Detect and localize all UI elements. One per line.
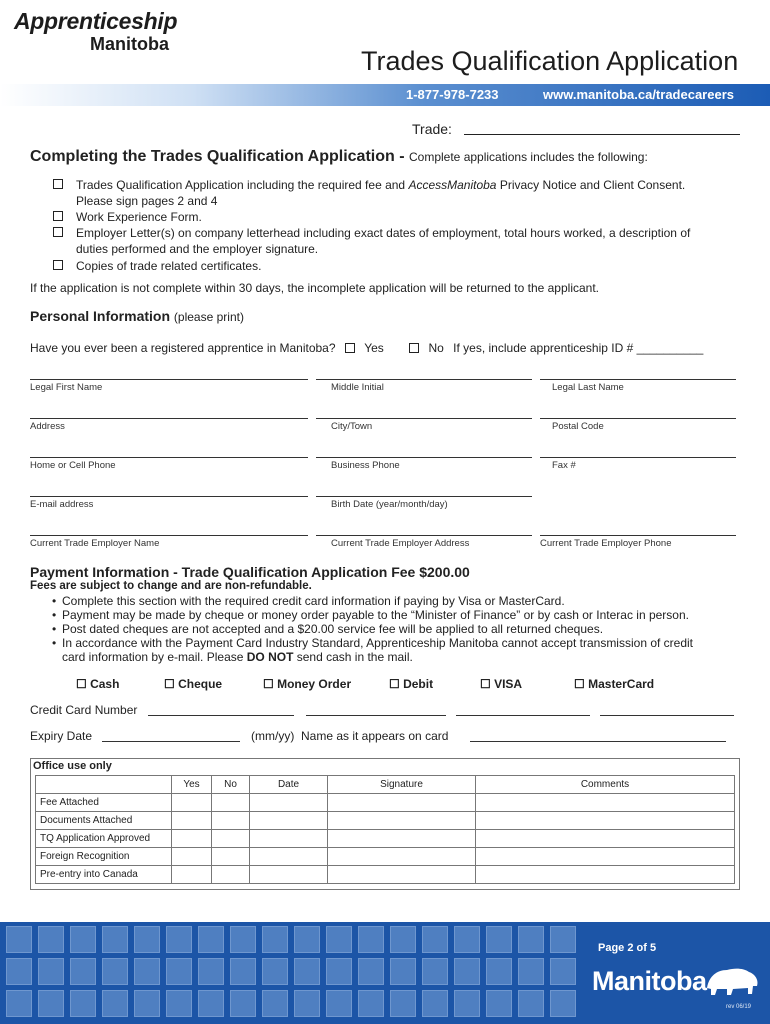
footer-tile: [326, 958, 352, 985]
office-table-header: [36, 776, 735, 794]
checklist-item-text: Privacy Notice and Client Consent.: [496, 178, 686, 192]
money-order-option[interactable]: [263, 677, 351, 691]
office-cell[interactable]: [250, 866, 328, 884]
office-cell[interactable]: [212, 812, 250, 830]
footer-tile: [198, 958, 224, 985]
footer-tile: [550, 958, 576, 985]
payment-bullet: • Post dated cheques are not accepted and a $20.00 service fee will be applied to all returned cheques.: [52, 622, 604, 636]
checkbox-icon[interactable]: ☐: [76, 677, 91, 691]
email-label: E-mail address: [30, 499, 94, 510]
office-cell[interactable]: [476, 794, 735, 812]
office-row-label: Pre-entry into Canada: [36, 866, 172, 884]
footer-tile: [422, 958, 448, 985]
footer-tile: [454, 926, 480, 953]
table-row: [36, 848, 735, 866]
payment-bullet-text: Payment may be made by cheque or money order payable to the “Minister of Finance” or by cash or Interac in person.: [62, 608, 689, 622]
checklist-item-4: [53, 258, 261, 274]
employer-phone-field[interactable]: [540, 535, 736, 536]
legal-last-name-label: Legal Last Name: [552, 382, 624, 393]
office-row-label: TQ Application Approved: [36, 830, 172, 848]
office-cell[interactable]: [328, 866, 476, 884]
office-cell[interactable]: [250, 848, 328, 866]
footer-tile: [550, 990, 576, 1017]
office-header-cell: Signature: [328, 776, 476, 794]
office-cell[interactable]: [476, 848, 735, 866]
apprenticeship-id-prompt: If yes, include apprenticeship ID # __________: [453, 341, 704, 355]
footer-tile: [102, 990, 128, 1017]
office-header-cell: Comments: [476, 776, 735, 794]
office-cell[interactable]: [212, 794, 250, 812]
checkbox-icon[interactable]: [53, 211, 63, 221]
footer-tile: [38, 958, 64, 985]
business-phone-label: Business Phone: [331, 460, 400, 471]
employer-name-label: Current Trade Employer Name: [30, 538, 160, 549]
yes-checkbox[interactable]: [345, 343, 355, 353]
employer-address-field[interactable]: [316, 535, 532, 536]
card-number-group-1[interactable]: [148, 715, 294, 716]
trade-label: Trade:: [412, 121, 452, 137]
personal-info-heading-text: Personal Information: [30, 308, 171, 324]
checkbox-icon[interactable]: [53, 227, 63, 237]
checkbox-icon[interactable]: ☐: [480, 677, 495, 691]
footer-tile: [518, 990, 544, 1017]
office-row-label: Fee Attached: [36, 794, 172, 812]
office-row-label: Documents Attached: [36, 812, 172, 830]
debit-option[interactable]: [389, 677, 433, 691]
footer-tile: [518, 958, 544, 985]
office-cell[interactable]: [476, 830, 735, 848]
cash-option[interactable]: [76, 677, 119, 691]
office-cell[interactable]: [328, 812, 476, 830]
checklist-item-3: [53, 225, 690, 257]
manitoba-logo: Manitoba: [592, 966, 707, 996]
footer-tile: [326, 926, 352, 953]
checklist-item-text: Trades Qualification Application including the required fee and: [76, 178, 409, 192]
footer-tile: [70, 958, 96, 985]
apprentice-question-text: Have you ever been a registered apprentice in Manitoba?: [30, 341, 336, 355]
checklist-item-emphasis: AccessManitoba: [408, 178, 497, 192]
payment-bullet-text: Complete this section with the required credit card information if paying by Visa or MasterCard.: [62, 594, 565, 608]
office-header-cell: Date: [250, 776, 328, 794]
footer-tile: [6, 926, 32, 953]
birth-date-label: Birth Date (year/month/day): [331, 499, 448, 510]
birth-date-field[interactable]: [316, 496, 532, 497]
employer-address-label: Current Trade Employer Address: [331, 538, 470, 549]
completing-heading: [30, 148, 648, 166]
footer-tile: [486, 958, 512, 985]
office-cell[interactable]: [172, 830, 212, 848]
footer-tile: [454, 958, 480, 985]
office-header-cell: [36, 776, 172, 794]
footer-tile: [294, 926, 320, 953]
checklist-item-line2: duties performed and the employer signature.: [76, 242, 319, 256]
checkbox-icon[interactable]: [53, 179, 63, 189]
checklist-item-1: [53, 177, 685, 209]
office-cell[interactable]: [172, 794, 212, 812]
mastercard-label: MasterCard: [588, 677, 655, 691]
employer-phone-label: Current Trade Employer Phone: [540, 538, 672, 549]
office-row-label: Foreign Recognition: [36, 848, 172, 866]
footer-tile: [230, 926, 256, 953]
footer-tile: [454, 990, 480, 1017]
office-cell[interactable]: [250, 794, 328, 812]
mmyy-text: (mm/yy): [251, 729, 295, 743]
footer-tile: [550, 926, 576, 953]
footer-tile: [166, 990, 192, 1017]
middle-initial-label: Middle Initial: [331, 382, 384, 393]
checkbox-icon[interactable]: ☐: [263, 677, 278, 691]
credit-card-label: Credit Card Number: [30, 703, 138, 717]
visa-option[interactable]: [480, 677, 522, 691]
mastercard-option[interactable]: [574, 677, 654, 691]
footer-tile: [486, 990, 512, 1017]
trade-input-line[interactable]: [464, 134, 740, 135]
email-field[interactable]: [30, 496, 308, 497]
apprenticeship-logo-line2: Manitoba: [90, 34, 169, 54]
footer-tile: [486, 926, 512, 953]
legal-first-name-label: Legal First Name: [30, 382, 103, 393]
home-phone-field[interactable]: [30, 457, 308, 458]
apprentice-question: [30, 340, 703, 356]
card-number-group-2[interactable]: [306, 715, 446, 716]
payment-bullet-text: send cash in the mail.: [293, 650, 413, 664]
footer-tile: [198, 926, 224, 953]
personal-info-heading: [30, 308, 244, 324]
visa-label: VISA: [494, 677, 523, 691]
footer-tile: [134, 958, 160, 985]
page-number: Page 2 of 5: [598, 942, 657, 954]
footer-tile: [230, 990, 256, 1017]
completing-heading-text: Completing the Trades Qualification Application -: [30, 148, 405, 165]
footer-tile: [326, 990, 352, 1017]
payment-bullet: • Payment may be made by cheque or money order payable to the “Minister of Finance” or by cash or Interac in person.: [52, 608, 689, 622]
office-cell[interactable]: [476, 866, 735, 884]
card-number-group-4[interactable]: [600, 715, 734, 716]
footer-tile: [38, 990, 64, 1017]
card-number-group-3[interactable]: [456, 715, 590, 716]
footer-tile: [262, 958, 288, 985]
office-cell[interactable]: [172, 848, 212, 866]
office-use-box: [30, 758, 740, 890]
office-header-cell: Yes: [172, 776, 212, 794]
footer-tile: [294, 958, 320, 985]
office-cell[interactable]: [476, 812, 735, 830]
checklist-item-2: [53, 209, 202, 225]
footer-banner: [0, 922, 770, 1024]
bison-icon: [703, 962, 761, 998]
name-on-card-label: Name as it appears on card: [301, 729, 449, 743]
address-field[interactable]: [30, 418, 308, 419]
legal-last-name-field[interactable]: [540, 379, 736, 380]
apprenticeship-logo-line1: Apprenticeship: [14, 8, 178, 34]
checkbox-icon[interactable]: ☐: [389, 677, 404, 691]
document-title: Trades Qualification Application: [361, 46, 739, 76]
yes-label: Yes: [364, 341, 384, 355]
footer-tile: [262, 990, 288, 1017]
payment-bullet-text: card information by e-mail. Please: [62, 650, 247, 664]
middle-initial-field[interactable]: [316, 379, 532, 380]
footer-tile: [422, 926, 448, 953]
footer-tile: [390, 926, 416, 953]
fax-label: Fax #: [552, 460, 576, 471]
footer-tile: [422, 990, 448, 1017]
footer-tile: [166, 958, 192, 985]
footer-tile: [198, 990, 224, 1017]
footer-tile: [390, 990, 416, 1017]
revision-date: rev 06/19: [726, 1004, 752, 1010]
office-cell[interactable]: [328, 848, 476, 866]
checkbox-icon[interactable]: [53, 260, 63, 270]
footer-tile: [70, 990, 96, 1017]
footer-tile: [358, 990, 384, 1017]
cheque-option[interactable]: [164, 677, 222, 691]
payment-bullet-text: Post dated cheques are not accepted and a $20.00 service fee will be applied to all returned cheques.: [62, 622, 604, 636]
checklist-item-line2: Please sign pages 2 and 4: [76, 194, 218, 208]
personal-info-note: (please print): [173, 310, 244, 324]
no-label: No: [428, 341, 444, 355]
payment-bullets: [30, 594, 740, 664]
office-cell[interactable]: [212, 866, 250, 884]
table-row: [36, 812, 735, 830]
checklist-item-text: Copies of trade related certificates.: [76, 259, 262, 273]
debit-label: Debit: [403, 677, 434, 691]
footer-tile: [230, 958, 256, 985]
office-use-title: Office use only: [33, 760, 112, 772]
payment-heading: Payment Information - Trade Qualification Application Fee $200.00: [30, 564, 470, 580]
postal-code-label: Postal Code: [552, 421, 604, 432]
table-row: [36, 794, 735, 812]
office-cell[interactable]: [212, 830, 250, 848]
city-town-label: City/Town: [331, 421, 373, 432]
completing-subheading: Complete applications includes the following:: [409, 150, 648, 164]
do-not-emphasis: DO NOT: [246, 650, 294, 664]
footer-tile: [358, 958, 384, 985]
footer-tile: [294, 990, 320, 1017]
office-cell[interactable]: [328, 830, 476, 848]
mmyy-label: [251, 728, 448, 744]
fax-field[interactable]: [540, 457, 736, 458]
address-label: Address: [30, 421, 65, 432]
city-town-field[interactable]: [316, 418, 532, 419]
office-cell[interactable]: [250, 812, 328, 830]
money-order-label: Money Order: [277, 677, 352, 691]
home-phone-label: Home or Cell Phone: [30, 460, 116, 471]
no-checkbox[interactable]: [409, 343, 419, 353]
footer-tile: [390, 958, 416, 985]
name-on-card-field[interactable]: [470, 741, 726, 742]
office-cell[interactable]: [172, 866, 212, 884]
footer-tile: [134, 926, 160, 953]
checkbox-icon[interactable]: ☐: [574, 677, 589, 691]
table-row: [36, 866, 735, 884]
payment-bullet: • In accordance with the Payment Card Industry Standard, Apprenticeship Manitoba cannot accept transmission of credit: [52, 636, 694, 650]
footer-tile: [6, 990, 32, 1017]
office-cell[interactable]: [328, 794, 476, 812]
footer-tile: [6, 958, 32, 985]
phone-number: 1-877-978-7233: [406, 87, 499, 102]
payment-bullet-text: In accordance with the Payment Card Industry Standard, Apprenticeship Manitoba cannot accept transmission of credit: [62, 636, 694, 650]
fees-note: Fees are subject to change and are non-refundable.: [30, 580, 312, 592]
footer-tile: [102, 926, 128, 953]
footer-tile: [262, 926, 288, 953]
payment-bullet: • Complete this section with the required credit card information if paying by Visa or MasterCard.: [52, 594, 565, 608]
legal-first-name-field[interactable]: [30, 379, 308, 380]
office-cell[interactable]: [172, 812, 212, 830]
footer-tile: [70, 926, 96, 953]
cheque-label: Cheque: [178, 677, 223, 691]
website-link[interactable]: www.manitoba.ca/tradecareers: [543, 87, 734, 102]
office-use-table: [35, 775, 735, 884]
footer-tile: [38, 926, 64, 953]
checklist-item-text: Work Experience Form.: [76, 210, 202, 224]
footer-tile: [358, 926, 384, 953]
postal-code-field[interactable]: [540, 418, 736, 419]
employer-name-field[interactable]: [30, 535, 308, 536]
checklist-item-text: Employer Letter(s) on company letterhead including exact dates of employment, total hours worked, a description of: [76, 226, 691, 240]
completion-note: If the application is not complete within 30 days, the incomplete application will be returned to the applicant.: [30, 281, 600, 295]
payment-bullet-continuation: [30, 650, 740, 664]
footer-tile: [518, 926, 544, 953]
office-cell[interactable]: [250, 830, 328, 848]
footer-tile: [166, 926, 192, 953]
expiry-date-field[interactable]: [102, 741, 240, 742]
office-header-cell: No: [212, 776, 250, 794]
office-cell[interactable]: [212, 848, 250, 866]
cash-label: Cash: [90, 677, 120, 691]
business-phone-field[interactable]: [316, 457, 532, 458]
table-row: [36, 830, 735, 848]
expiry-label: Expiry Date: [30, 729, 93, 743]
footer-tile: [134, 990, 160, 1017]
footer-tile: [102, 958, 128, 985]
checkbox-icon[interactable]: ☐: [164, 677, 179, 691]
